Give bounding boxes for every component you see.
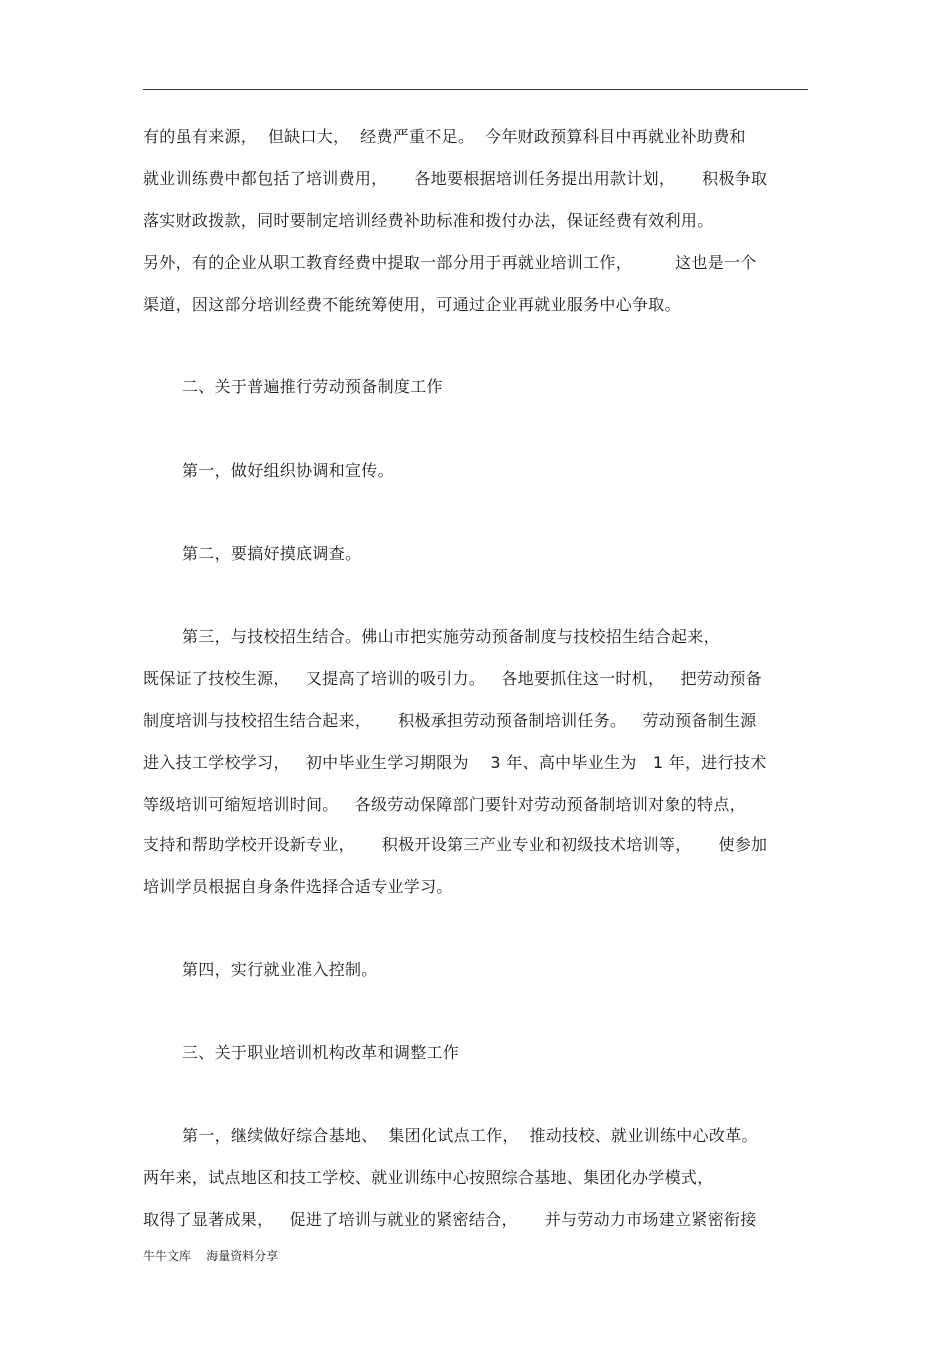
- paragraph-line: 进入技工学校学习， 初中毕业生学习期限为 3 年、高中毕业生为 1 年，进行技术: [143, 753, 767, 772]
- page-footer: 牛牛文库 海量资料分享: [143, 1249, 279, 1263]
- paragraph-line: 有的虽有来源， 但缺口大， 经费严重不足。 今年财政预算科目中再就业补助费和: [143, 127, 746, 146]
- paragraph-line: 培训学员根据自身条件选择合适专业学习。: [143, 877, 453, 896]
- paragraph-line: 第二，要搞好摸底调查。: [182, 544, 362, 563]
- paragraph-line: 取得了显著成果， 促进了培训与就业的紧密结合， 并与劳动力市场建立紧密衔接: [143, 1210, 757, 1229]
- section-heading: 二、关于普遍推行劳动预备制度工作: [182, 377, 443, 396]
- paragraph-line: 第三，与技校招生结合。佛山市把实施劳动预备制度与技校招生结合起来，: [182, 627, 720, 646]
- paragraph-line: 支持和帮助学校开设新专业， 积极开设第三产业专业和初级技术培训等， 使参加: [143, 835, 768, 854]
- paragraph-line: 落实财政拨款，同时要制定培训经费补助标准和拨付办法，保证经费有效利用。: [143, 211, 714, 230]
- paragraph-line: 就业训练费中都包括了培训费用， 各地要根据培训任务提出用款计划， 积极争取: [143, 169, 768, 188]
- paragraph-line: 渠道，因这部分培训经费不能统筹使用，可通过企业再就业服务中心争取。: [143, 295, 681, 314]
- paragraph-line: 第四，实行就业准入控制。: [182, 960, 378, 979]
- paragraph-line: 第一，继续做好综合基地、 集团化试点工作， 推动技校、就业训练中心改革。: [182, 1126, 758, 1145]
- paragraph-line: 另外，有的企业从职工教育经费中提取一部分用于再就业培训工作， 这也是一个: [143, 253, 757, 272]
- paragraph-line: 制度培训与技校招生结合起来， 积极承担劳动预备制培训任务。 劳动预备制生源: [143, 711, 757, 730]
- paragraph-line: 等级培训可缩短培训时间。 各级劳动保障部门要针对劳动预备制培训对象的特点，: [143, 795, 746, 814]
- paragraph-line: 既保证了技校生源， 又提高了培训的吸引力。 各地要抓住这一时机， 把劳动预备: [143, 669, 762, 688]
- header-rule: [143, 89, 808, 90]
- paragraph-line: 两年来，试点地区和技工学校、就业训练中心按照综合基地、集团化办学模式，: [143, 1168, 714, 1187]
- section-heading: 三、关于职业培训机构改革和调整工作: [182, 1043, 460, 1062]
- paragraph-line: 第一，做好组织协调和宣传。: [182, 461, 394, 480]
